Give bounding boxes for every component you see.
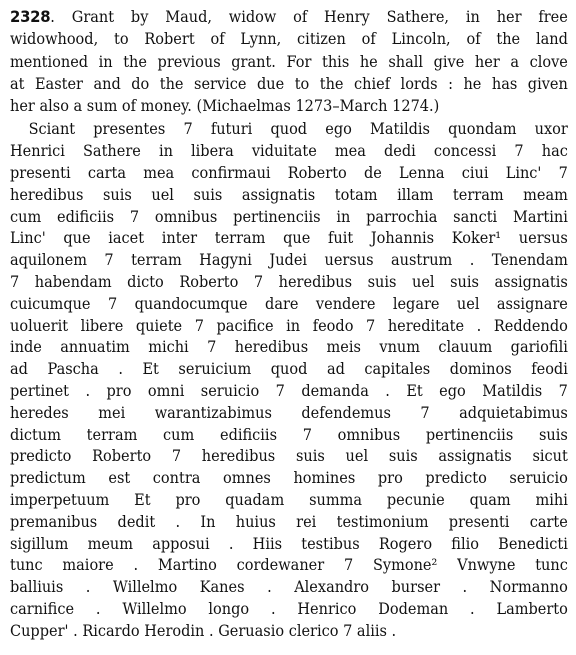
charter-line: inde annuatim michi 7 heredibus meis vnum clauum gariofili [10, 338, 568, 357]
charter-line: tunc maiore . Martino cordewaner 7 Symone² Vnwyne tunc [10, 556, 568, 575]
summary-line-4: at Easter and do the service due to the chief lords : he has given [10, 74, 568, 93]
charter-line: Henrici Sathere in libera viduitate mea dedi concessi 7 hac [10, 142, 568, 161]
charter-line: imperpetuum Et pro quadam summa pecunie quam mihi [10, 491, 568, 510]
document-number: 2328 [10, 7, 51, 26]
summary-line-1 [10, 6, 568, 28]
charter-line: predicto Roberto 7 heredibus suis uel suis assignatis sicut [10, 447, 568, 466]
summary-line-5: her also a sum of money. (Michaelmas 1273–March 1274.) [10, 97, 440, 116]
charter-line: balliuis . Willelmo Kanes . Alexandro burser . Normanno [10, 578, 568, 597]
charter-line: pertinet . pro omni seruicio 7 demanda . Et ego Matildis 7 [10, 382, 568, 401]
charter-line: 7 habendam dicto Roberto 7 heredibus suis uel suis assignatis [10, 273, 568, 292]
charter-line: Cupper' . Ricardo Herodin . Geruasio clerico 7 aliis . [10, 621, 397, 640]
charter-line: heredibus suis uel suis assignatis totam illam terram meam [10, 185, 568, 204]
charter-line: carnifice . Willelmo longo . Henrico Dodeman . Lamberto [10, 600, 568, 619]
latin-charter-text [10, 119, 568, 642]
charter-line: dictum terram cum edificiis 7 omnibus pertinenciis suis [10, 425, 568, 444]
charter-line: ad Pascha . Et seruicium quod ad capitales dominos feodi [10, 360, 568, 379]
charter-line: cum edificiis 7 omnibus pertinenciis in parrochia sancti Martini [10, 207, 568, 226]
charter-line: premanibus dedit . In huius rei testimonium presenti carte [10, 512, 568, 531]
charter-line: aquilonem 7 terram Hagyni Judei uersus austrum . Tenendam [10, 251, 568, 270]
summary-line-1-text: . Grant by Maud, widow of Henry Sathere, in her free [50, 8, 568, 26]
summary-line-3: mentioned in the previous grant. For this he shall give her a clove [10, 52, 568, 71]
charter-line: Linc' que iacet inter terram que fuit Johannis Koker¹ uersus [10, 229, 568, 248]
charter-line: uoluerit libere quiete 7 pacifice in feodo 7 hereditate . Reddendo [10, 316, 568, 335]
charter-line: heredes mei warantizabimus defendemus 7 adquietabimus [10, 403, 568, 422]
charter-line: cuicumque 7 quandocumque dare vendere legare uel assignare [10, 294, 568, 313]
summary-line-2: widowhood, to Robert of Lynn, citizen of Lincoln, of the land [10, 30, 568, 49]
charter-line: Sciant presentes 7 futuri quod ego Matildis quondam uxor [28, 120, 568, 139]
charter-line: presenti carta mea confirmaui Roberto de Lenna ciui Linc' 7 [10, 164, 568, 183]
charter-line: sigillum meum apposui . Hiis testibus Rogero filio Benedicti [10, 534, 568, 553]
charter-line: predictum est contra omnes homines pro predicto seruicio [10, 469, 568, 488]
summary-block [10, 6, 568, 117]
